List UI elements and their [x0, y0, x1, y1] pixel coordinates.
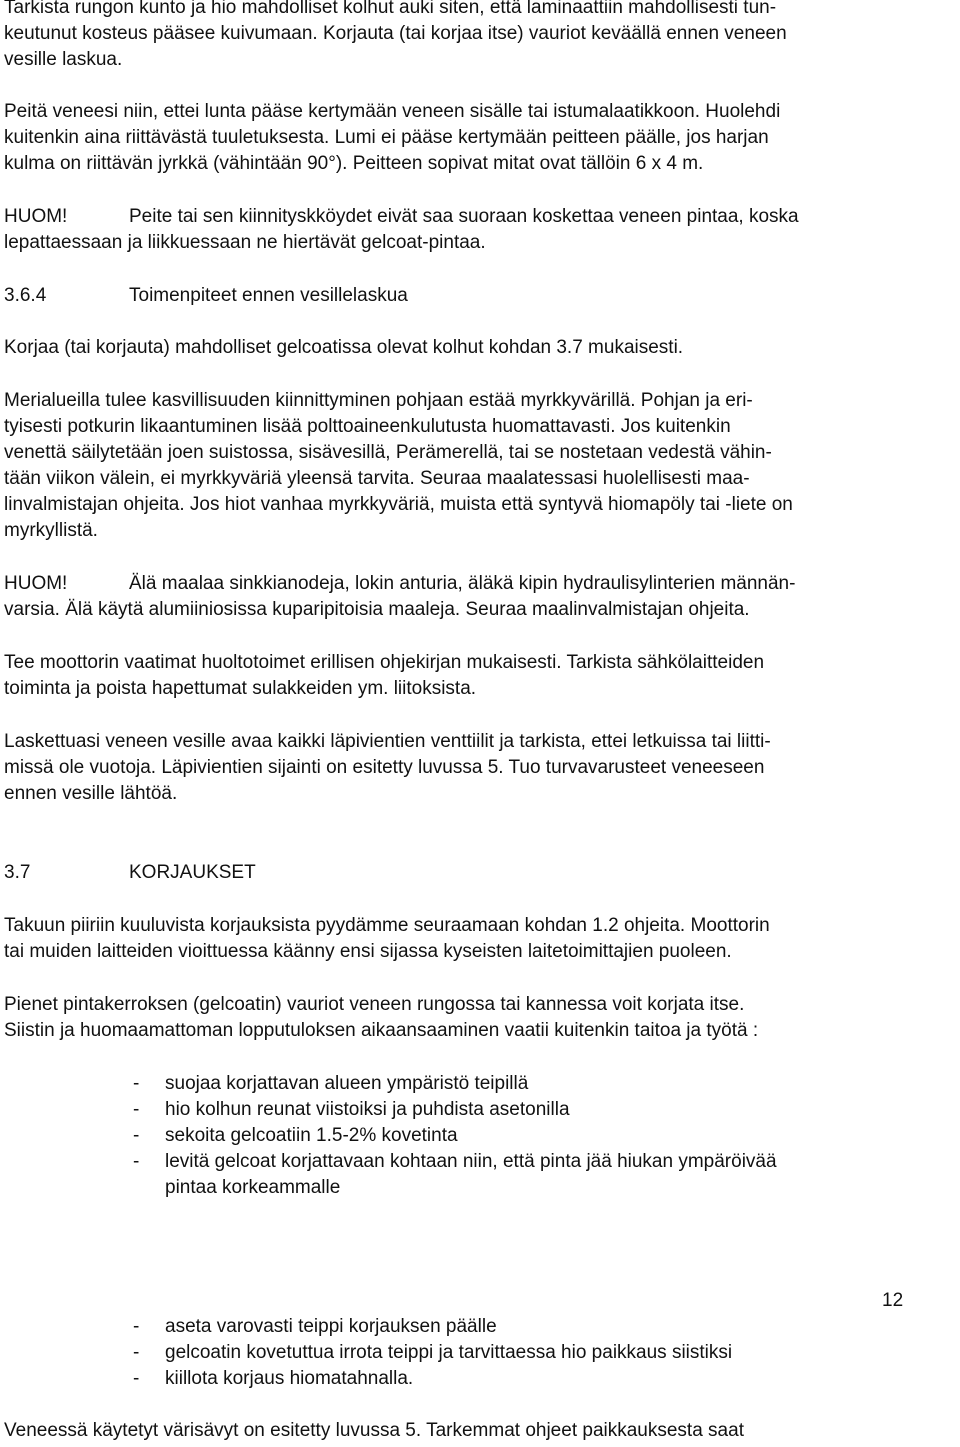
steps-2-item-2: [133, 1340, 732, 1366]
note-2-line-1: [4, 571, 795, 597]
steps-2-item-3-text: kiillota korjaus hiomatahnalla.: [165, 1368, 414, 1389]
steps-1-item-1: [133, 1071, 528, 1097]
paragraph-8-line-2: Siistin ja huomaamattoman lopputuloksen aikaansaaminen vaatii kuitenkin taitoa ja työtä :: [4, 1020, 759, 1041]
paragraph-6-line-1: Laskettuasi veneen vesille avaa kaikki läpivientien venttiilit ja tarkista, ettei letkuissa tai liitti-: [4, 731, 771, 752]
paragraph-7-line-2: tai muiden laitteiden vioittuessa käänny ensi sijassa kyseisten laitetoimittajien puoleen.: [4, 941, 732, 962]
steps-1-item-3-text: sekoita gelcoatiin 1.5-2% kovetinta: [165, 1125, 458, 1146]
steps-2-item-2-text: gelcoatin kovetuttua irrota teippi ja tarvittaessa hio paikkaus siistiksi: [165, 1342, 733, 1363]
section-37-number: 3.7: [4, 862, 31, 883]
steps-2-item-3: [133, 1366, 413, 1392]
paragraph-5-line-1: Tee moottorin vaatimat huoltotoimet erillisen ohjekirjan mukaisesti. Tarkista sähkölaitteiden: [4, 652, 765, 673]
list-bullet: -: [133, 1099, 140, 1120]
paragraph-6-line-3: ennen vesille lähtöä.: [4, 783, 178, 804]
steps-1-item-4: [133, 1149, 777, 1175]
paragraph-2-line-3: kulma on riittävän jyrkkä (vähintään 90°). Peitteen sopivat mitat ovat tällöin 6 x 4 m.: [4, 153, 704, 174]
steps-1-continuation: pintaa korkeammalle: [165, 1177, 341, 1198]
steps-1-item-2-text: hio kolhun reunat viistoiksi ja puhdista asetonilla: [165, 1099, 570, 1120]
paragraph-1-line-1: Tarkista rungon kunto ja hio mahdolliset kolhut auki siten, että laminaattiin mahdollisesti tun-: [4, 0, 777, 18]
paragraph-8-line-1: Pienet pintakerroksen (gelcoatin) vauriot veneen rungossa tai kannessa voit korjata itse.: [4, 994, 745, 1015]
note-1-line-2: lepattaessaan ja liikkuessaan ne hiertävät gelcoat-pintaa.: [4, 232, 486, 253]
list-bullet: -: [133, 1342, 140, 1363]
paragraph-4-line-4: tään viikon välein, ei myrkkyväriä yleensä tarvita. Seuraa maalatessasi huolellisesti maa-: [4, 468, 750, 489]
note-2-label: HUOM!: [4, 573, 68, 594]
paragraph-4-line-6: myrkyllistä.: [4, 520, 98, 541]
paragraph-1-line-3: vesille laskua.: [4, 49, 123, 70]
steps-1-item-1-text: suojaa korjattavan alueen ympäristö teipillä: [165, 1073, 529, 1094]
paragraph-2-line-1: Peitä veneesi niin, ettei lunta pääse kertymään veneen sisälle tai istumalaatikkoon. Huolehdi: [4, 101, 781, 122]
paragraph-4-line-2: tyisesti potkurin likaantuminen lisää polttoaineenkulutusta huomattavasti. Jos kuitenkin: [4, 416, 731, 437]
list-bullet: -: [133, 1125, 140, 1146]
paragraph-6-line-2: missä ole vuotoja. Läpivientien sijainti on esitetty luvussa 5. Tuo turvavarusteet veneeseen: [4, 757, 765, 778]
section-37-title: KORJAUKSET: [129, 862, 256, 883]
paragraph-5-line-2: toiminta ja poista hapettumat sulakkeiden ym. liitoksista.: [4, 678, 477, 699]
steps-1-item-3: [133, 1123, 458, 1149]
paragraph-4-line-1: Merialueilla tulee kasvillisuuden kiinnittyminen pohjaan estää myrkkyvärillä. Pohjan ja eri-: [4, 390, 753, 411]
steps-1-item-2: [133, 1097, 570, 1123]
section-364-number: 3.6.4: [4, 285, 47, 306]
paragraph-3-line-1: Korjaa (tai korjauta) mahdolliset gelcoatissa olevat kolhut kohdan 3.7 mukaisesti.: [4, 337, 684, 358]
paragraph-4-line-3: venettä säilytetään joen suistossa, sisävesillä, Perämerellä, tai se nostetaan vedestä vähin-: [4, 442, 772, 463]
note-1-line-1: [4, 204, 799, 230]
note-2-line-2: varsia. Älä käytä alumiiniosissa kuparipitoisia maaleja. Seuraa maalinvalmistajan ohjeita.: [4, 599, 750, 620]
list-bullet: -: [133, 1151, 140, 1172]
note-2-text-1: Älä maalaa sinkkianodeja, lokin anturia, äläkä kipin hydraulisylinterien männän-: [129, 573, 796, 594]
section-37-heading: [4, 860, 256, 886]
list-bullet: -: [133, 1368, 140, 1389]
list-bullet: -: [133, 1073, 140, 1094]
steps-2-item-1-text: aseta varovasti teippi korjauksen päälle: [165, 1316, 497, 1337]
steps-2-item-1: [133, 1314, 497, 1340]
paragraph-1-line-2: keutunut kosteus pääsee kuivumaan. Korjauta (tai korjaa itse) vauriot keväällä ennen veneen: [4, 23, 787, 44]
section-364-title: Toimenpiteet ennen vesillelaskua: [129, 285, 408, 306]
note-1-label: HUOM!: [4, 206, 68, 227]
note-1-text-1: Peite tai sen kiinnityskköydet eivät saa suoraan koskettaa veneen pintaa, koska: [129, 206, 799, 227]
paragraph-2-line-2: kuitenkin aina riittävästä tuuletuksesta. Lumi ei pääse kertymään peitteen päälle, jos harjan: [4, 127, 769, 148]
paragraph-9-line-1: Veneessä käytetyt värisävyt on esitetty luvussa 5. Tarkemmat ohjeet paikkauksesta saat: [4, 1420, 744, 1441]
section-364-heading: [4, 283, 408, 309]
paragraph-7-line-1: Takuun piiriin kuuluvista korjauksista pyydämme seuraamaan kohdan 1.2 ohjeita. Moottorin: [4, 915, 770, 936]
paragraph-4-line-5: linvalmistajan ohjeita. Jos hiot vanhaa myrkkyväriä, muista että syntyvä hiomapöly tai -liete on: [4, 494, 793, 515]
page-number: 12: [882, 1290, 904, 1311]
steps-1-item-4-text: levitä gelcoat korjattavaan kohtaan niin, että pinta jää hiukan ympäröivää: [165, 1151, 777, 1172]
list-bullet: -: [133, 1316, 140, 1337]
